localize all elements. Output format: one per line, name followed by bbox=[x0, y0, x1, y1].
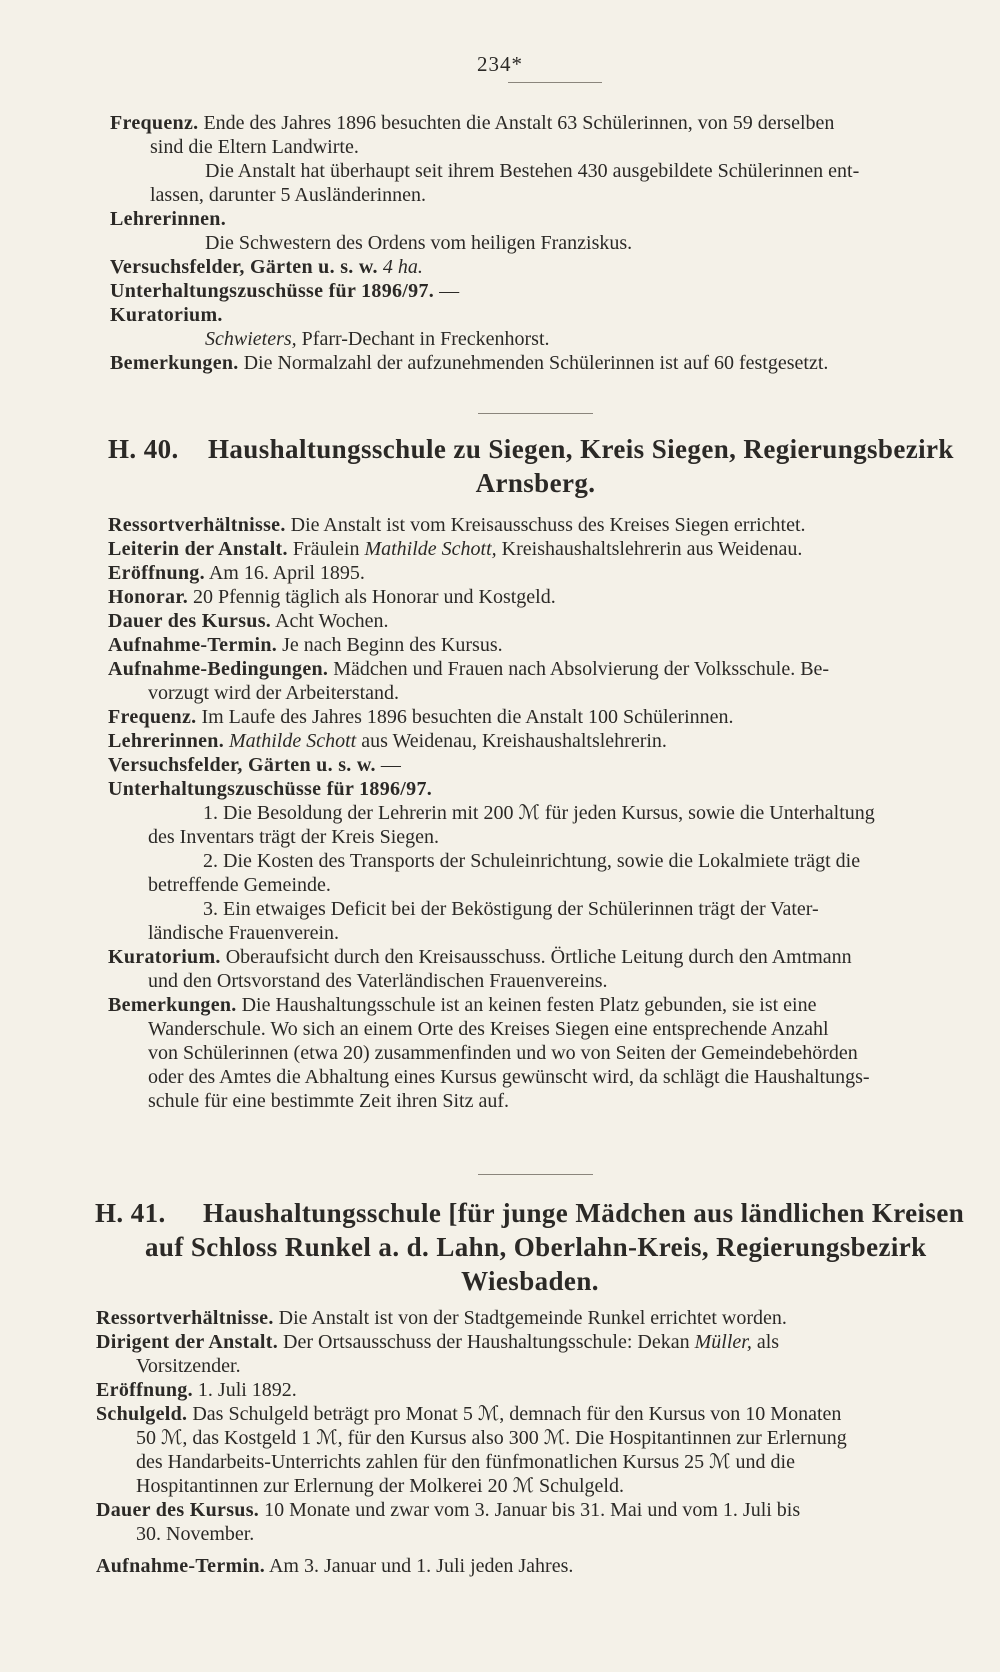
h41-dauer: Dauer des Kursus. 10 Monate und zwar vom 3. Januar bis 31. Mai und vom 1. Juli bis bbox=[96, 1499, 801, 1521]
h41-dauer-b: 30. November. bbox=[136, 1523, 255, 1545]
h40-unterhaltung-1a: 1. Die Besoldung der Lehrerin mit 200 ℳ für jeden Kursus, sowie die Unterhaltung bbox=[203, 802, 875, 824]
page-number: 234* bbox=[477, 52, 523, 76]
h40-kuratorium-2: und den Ortsvorstand des Vaterländischen Frauenvereins. bbox=[148, 970, 608, 992]
versuchsfelder-line: Versuchsfelder, Gärten u. s. w. 4 ha. bbox=[110, 256, 423, 278]
h40-unterhaltung-3a: 3. Ein etwaiges Deficit bei der Beköstigung der Schülerinnen trägt der Vater- bbox=[203, 898, 819, 920]
h40-body bbox=[108, 513, 963, 1113]
h40-bemerkungen: Bemerkungen. Die Haushaltungsschule ist an keinen festen Platz gebunden, sie ist eine bbox=[108, 994, 817, 1016]
h41-number: H. 41. bbox=[95, 1198, 166, 1228]
h40-lehrerinnen: Lehrerinnen. Mathilde Schott aus Weidenau, Kreishaushaltslehrerin. bbox=[108, 730, 667, 752]
h41-schulgeld-b: 50 ℳ, das Kostgeld 1 ℳ, für den Kursus also 300 ℳ. Die Hospitantinnen zur Erlernung bbox=[136, 1427, 847, 1449]
frequenz-line-3: Die Anstalt hat überhaupt seit ihrem Bestehen 430 ausgebildete Schülerinnen ent- bbox=[205, 160, 860, 182]
h41-ressort: Ressortverhältnisse. Die Anstalt ist von der Stadtgemeinde Runkel errichtet worden. bbox=[96, 1307, 787, 1329]
page-number-rule bbox=[508, 82, 602, 83]
h40-unterhaltung-2b: betreffende Gemeinde. bbox=[148, 874, 331, 896]
h40-versuchsfelder: Versuchsfelder, Gärten u. s. w. — bbox=[108, 754, 401, 776]
h40-unterhaltung-1b: des Inventars trägt der Kreis Siegen. bbox=[148, 826, 440, 848]
h40-title-line-2: Arnsberg. bbox=[475, 468, 596, 498]
h41-heading bbox=[95, 1196, 965, 1298]
section-divider bbox=[478, 413, 593, 414]
h40-bemerkungen-d: oder des Amtes die Abhaltung eines Kursus gewünscht wird, da schlägt die Haushaltungs- bbox=[148, 1066, 870, 1088]
h41-eroeffnung: Eröffnung. 1. Juli 1892. bbox=[96, 1379, 297, 1401]
h40-unterhaltung-key: Unterhaltungszuschüsse für 1896/97. bbox=[108, 778, 433, 800]
h40-leiterin: Leiterin der Anstalt. Fräulein Mathilde Schott, Kreishaushaltslehrerin aus Weidenau. bbox=[108, 538, 803, 560]
h40-kuratorium: Kuratorium. Oberaufsicht durch den Kreisausschuss. Örtliche Leitung durch den Amtmann bbox=[108, 946, 852, 968]
h40-unterhaltung-3b: ländische Frauenverein. bbox=[148, 922, 340, 944]
h41-schulgeld-d: Hospitantinnen zur Erlernung der Molkerei 20 ℳ Schulgeld. bbox=[136, 1475, 624, 1497]
lehrerinnen-key: Lehrerinnen. bbox=[110, 208, 227, 230]
kuratorium-key: Kuratorium. bbox=[110, 304, 223, 326]
bemerkungen-line: Bemerkungen. Die Normalzahl der aufzunehmenden Schülerinnen ist auf 60 festgesetzt. bbox=[110, 352, 829, 374]
h41-body bbox=[96, 1306, 966, 1578]
h41-aufnahme-termin: Aufnahme-Termin. Am 3. Januar und 1. Juli jeden Jahres. bbox=[96, 1555, 574, 1577]
top-section bbox=[110, 111, 960, 375]
frequenz-line-2: sind die Eltern Landwirte. bbox=[150, 136, 359, 158]
h41-title-line-2: auf Schloss Runkel a. d. Lahn, Oberlahn-Kreis, Regierungsbezirk bbox=[145, 1232, 927, 1262]
h40-title-line-1: Haushaltungsschule zu Siegen, Kreis Siegen, Regierungsbezirk bbox=[208, 434, 954, 464]
h40-aufnahme-bedingungen: Aufnahme-Bedingungen. Mädchen und Frauen nach Absolvierung der Volksschule. Be- bbox=[108, 658, 830, 680]
h41-title-line-3: Wiesbaden. bbox=[461, 1266, 599, 1296]
h40-eroeffnung: Eröffnung. Am 16. April 1895. bbox=[108, 562, 365, 584]
h40-dauer: Dauer des Kursus. Acht Wochen. bbox=[108, 610, 389, 632]
kuratorium-value: Schwieters, Pfarr-Dechant in Freckenhorst. bbox=[205, 328, 550, 350]
h41-dirigent: Dirigent der Anstalt. Der Ortsausschuss der Haushaltungsschule: Dekan Müller, als bbox=[96, 1331, 780, 1353]
h40-aufnahme-bedingungen-2: vorzugt wird der Arbeiterstand. bbox=[148, 682, 400, 704]
h40-bemerkungen-b: Wanderschule. Wo sich an einem Orte des Kreises Siegen eine entsprechende Anzahl bbox=[148, 1018, 829, 1040]
h40-bemerkungen-c: von Schülerinnen (etwa 20) zusammenfinden und wo von Seiten der Gemeindebehörden bbox=[148, 1042, 858, 1064]
h41-dirigent-2: Vorsitzender. bbox=[136, 1355, 241, 1377]
frequenz-line-1: Frequenz. Ende des Jahres 1896 besuchten die Anstalt 63 Schülerinnen, von 59 derselben bbox=[110, 112, 835, 134]
section-divider-2 bbox=[478, 1174, 593, 1175]
h40-bemerkungen-e: schule für eine bestimmte Zeit ihren Sitz auf. bbox=[148, 1090, 509, 1112]
h41-schulgeld: Schulgeld. Das Schulgeld beträgt pro Monat 5 ℳ, demnach für den Kursus von 10 Monaten bbox=[96, 1403, 842, 1425]
h40-unterhaltung-2a: 2. Die Kosten des Transports der Schuleinrichtung, sowie die Lokalmiete trägt die bbox=[203, 850, 861, 872]
unterhaltung-line: Unterhaltungszuschüsse für 1896/97. — bbox=[110, 280, 460, 302]
h41-title-line-1: Haushaltungsschule [für junge Mädchen aus ländlichen Kreisen bbox=[203, 1198, 965, 1228]
h40-heading bbox=[108, 432, 963, 500]
h40-number: H. 40. bbox=[108, 434, 179, 464]
h40-ressort: Ressortverhältnisse. Die Anstalt ist vom Kreisausschuss des Kreises Siegen errichtet. bbox=[108, 514, 806, 536]
h40-honorar: Honorar. 20 Pfennig täglich als Honorar und Kostgeld. bbox=[108, 586, 556, 608]
h40-aufnahme-termin: Aufnahme-Termin. Je nach Beginn des Kursus. bbox=[108, 634, 503, 656]
h40-frequenz: Frequenz. Im Laufe des Jahres 1896 besuchten die Anstalt 100 Schülerinnen. bbox=[108, 706, 734, 728]
h41-schulgeld-c: des Handarbeits-Unterrichts zahlen für den fünfmonatlichen Kursus 25 ℳ und die bbox=[136, 1451, 795, 1473]
frequenz-line-4: lassen, darunter 5 Ausländerinnen. bbox=[150, 184, 427, 206]
lehrerinnen-value: Die Schwestern des Ordens vom heiligen Franziskus. bbox=[205, 232, 633, 254]
